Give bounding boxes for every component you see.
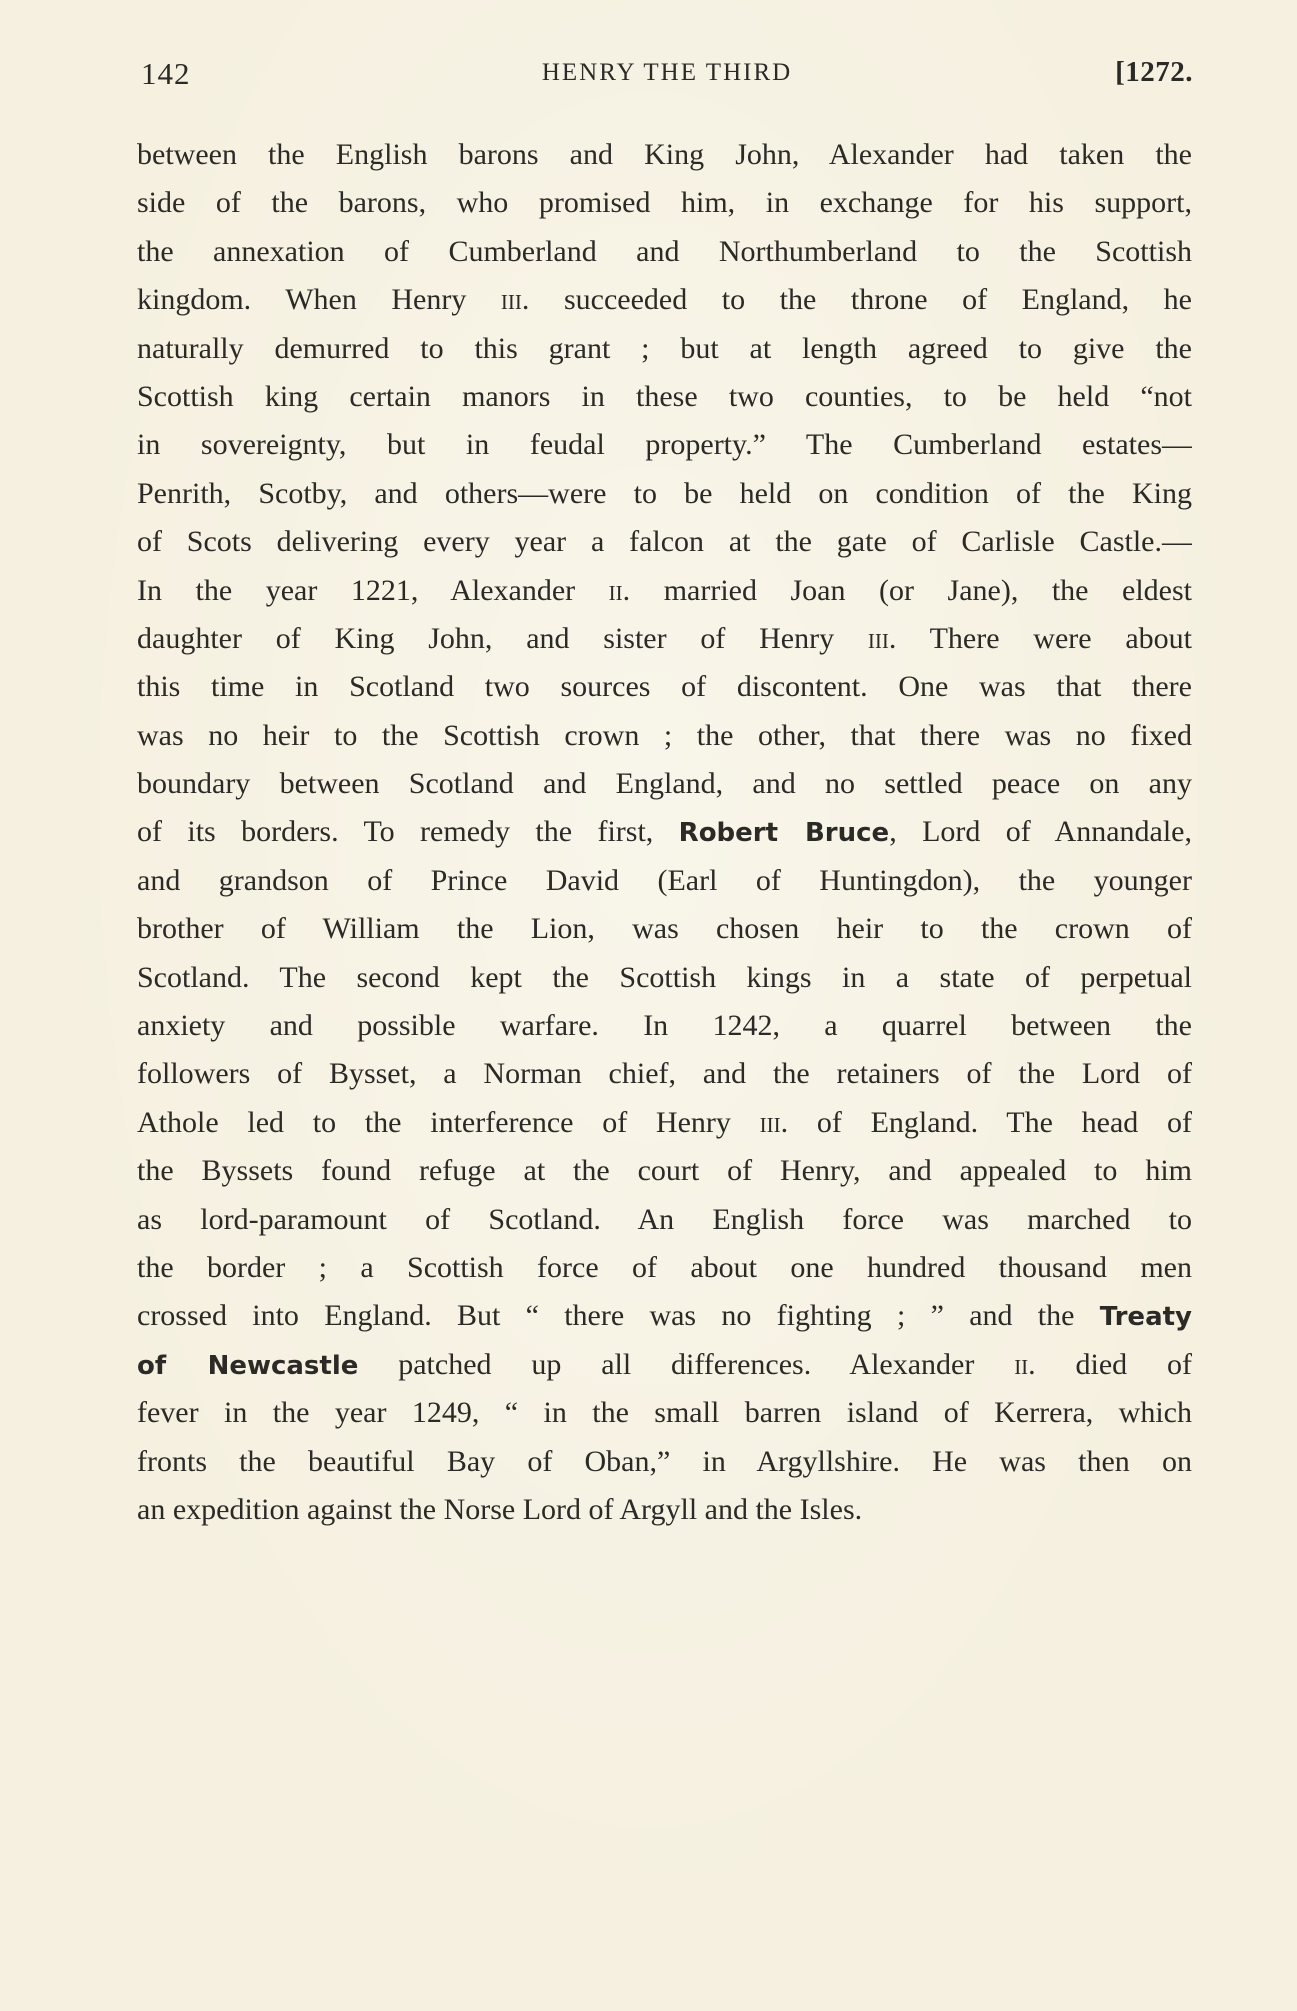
text-line: naturally demurred to this grant ; but at length agreed to give the bbox=[137, 331, 1192, 365]
running-head bbox=[141, 56, 1193, 96]
keyword-of-newcastle: of Newcastle bbox=[137, 1350, 359, 1381]
text-line: Scottish king certain manors in these two counties, to be held “not bbox=[137, 379, 1192, 413]
text-line: this time in Scotland two sources of discontent. One was that there bbox=[137, 670, 1192, 704]
text-line: the Byssets found refuge at the court of Henry, and appealed to him bbox=[137, 1154, 1192, 1188]
text-line: side of the barons, who promised him, in exchange for his support, bbox=[137, 186, 1192, 220]
keyword-robert-bruce: Robert Bruce bbox=[678, 818, 890, 849]
text-line: crossed into England. But “ there was no fighting ; ” and the Treaty bbox=[137, 1299, 1192, 1333]
regnal-numeral: ii. bbox=[1014, 1347, 1036, 1381]
text-line: Athole led to the interference of Henry iii. of England. The head of bbox=[137, 1105, 1192, 1139]
text-line: brother of William the Lion, was chosen heir to the crown of bbox=[137, 912, 1192, 946]
keyword-treaty: Treaty bbox=[1099, 1302, 1192, 1333]
text-line: kingdom. When Henry iii. succeeded to the throne of England, he bbox=[137, 283, 1192, 317]
text-line: of Scots delivering every year a falcon at the gate of Carlisle Castle.— bbox=[137, 525, 1192, 559]
text-line: an expedition against the Norse Lord of Argyll and the Isles. bbox=[137, 1492, 863, 1526]
body-text bbox=[137, 131, 1192, 1534]
text-line: boundary between Scotland and England, and no settled peace on any bbox=[137, 767, 1192, 801]
text-line: between the English barons and King John, Alexander had taken the bbox=[137, 138, 1192, 171]
text-line: the border ; a Scottish force of about one hundred thousand men bbox=[137, 1250, 1192, 1284]
regnal-numeral: iii. bbox=[867, 621, 897, 655]
regnal-numeral: iii. bbox=[759, 1105, 789, 1139]
text-line: Penrith, Scotby, and others—were to be held on condition of the King bbox=[137, 476, 1192, 510]
text-line: in sovereignty, but in feudal property.” The Cumberland estates— bbox=[137, 428, 1192, 462]
text-line: Scotland. The second kept the Scottish kings in a state of perpetual bbox=[137, 960, 1192, 994]
text-line: followers of Bysset, a Norman chief, and the retainers of the Lord of bbox=[137, 1057, 1192, 1091]
text-line: and grandson of Prince David (Earl of Huntingdon), the younger bbox=[137, 863, 1192, 897]
text-line: the annexation of Cumberland and Northumberland to the Scottish bbox=[137, 234, 1192, 268]
running-title: HENRY THE THIRD bbox=[541, 59, 793, 86]
regnal-numeral: iii. bbox=[500, 283, 530, 317]
regnal-numeral: ii. bbox=[608, 573, 631, 607]
year-marker: [1272. bbox=[1115, 56, 1193, 88]
text-line: anxiety and possible warfare. In 1242, a quarrel between the bbox=[137, 1009, 1192, 1043]
text-line: was no heir to the Scottish crown ; the other, that there was no fixed bbox=[137, 718, 1192, 752]
text-line: as lord-paramount of Scotland. An English force was marched to bbox=[137, 1202, 1192, 1236]
text-line: of Newcastle patched up all differences. Alexander ii. died of bbox=[137, 1347, 1192, 1381]
text-line: fronts the beautiful Bay of Oban,” in Argyllshire. He was then on bbox=[137, 1444, 1192, 1478]
page-number: 142 bbox=[141, 56, 191, 91]
text-line: In the year 1221, Alexander ii. married Joan (or Jane), the eldest bbox=[137, 573, 1192, 607]
text-line: of its borders. To remedy the first, Robert Bruce, Lord of Annandale, bbox=[137, 815, 1192, 849]
text-line: fever in the year 1249, “ in the small barren island of Kerrera, which bbox=[137, 1396, 1192, 1430]
text-line: daughter of King John, and sister of Henry iii. There were about bbox=[137, 621, 1192, 655]
